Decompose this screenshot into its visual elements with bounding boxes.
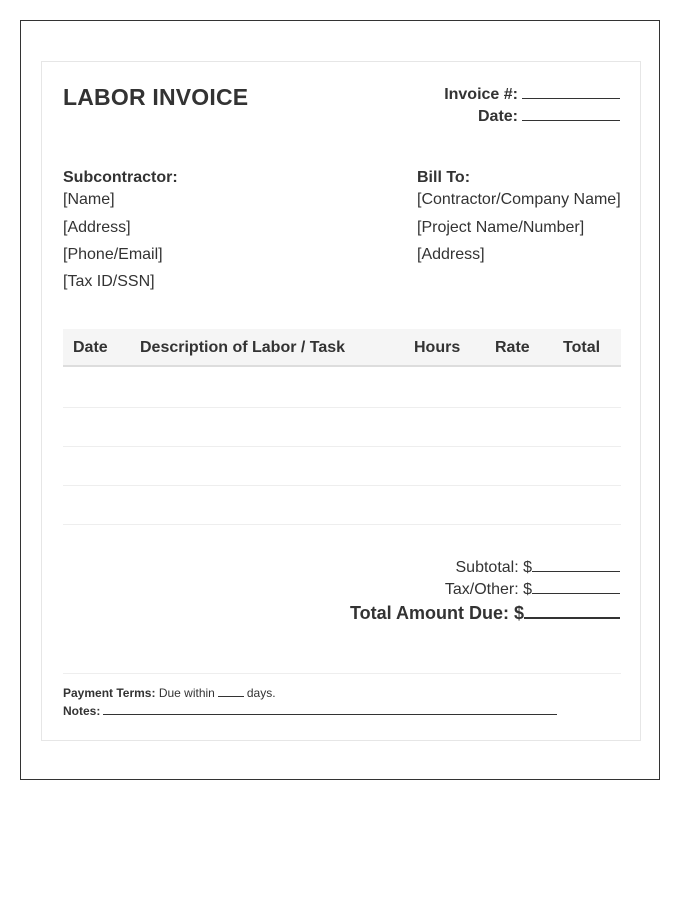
invoice-page — [20, 20, 660, 780]
column-header-rate: Rate — [495, 339, 530, 356]
notes-field[interactable] — [103, 703, 557, 715]
bill-to-company: [Contractor/Company Name] — [417, 191, 621, 208]
table-row[interactable] — [63, 485, 621, 486]
tax-line — [445, 579, 620, 599]
subtotal-label: Subtotal: $ — [455, 559, 532, 576]
invoice-date-label: Date: — [477, 108, 518, 125]
column-header-date: Date — [73, 339, 108, 356]
footer-divider — [63, 673, 621, 674]
column-header-description: Description of Labor / Task — [140, 339, 346, 356]
subcontractor-name: [Name] — [63, 191, 115, 208]
table-row[interactable] — [63, 446, 621, 447]
total-due-line — [350, 602, 620, 624]
invoice-title: LABOR INVOICE — [63, 84, 249, 110]
subtotal-field[interactable] — [532, 557, 620, 572]
total-due-label: Total Amount Due: $ — [350, 603, 524, 623]
invoice-number-field[interactable] — [522, 84, 620, 99]
table-row[interactable] — [63, 524, 621, 525]
invoice-number-label: Invoice #: — [444, 86, 518, 103]
subcontractor-address: [Address] — [63, 219, 131, 236]
invoice-number-line — [444, 84, 620, 104]
notes-line — [63, 703, 557, 718]
notes-label: Notes: — [63, 704, 101, 718]
table-row[interactable] — [63, 407, 621, 408]
invoice-card — [41, 61, 641, 741]
payment-terms — [63, 686, 276, 700]
payment-terms-prefix: Due within — [158, 686, 215, 700]
tax-field[interactable] — [532, 579, 620, 594]
subcontractor-tax-id: [Tax ID/SSN] — [63, 273, 155, 290]
subcontractor-heading: Subcontractor: — [63, 169, 178, 186]
bill-to-address: [Address] — [417, 246, 485, 263]
payment-terms-suffix: days. — [246, 686, 276, 700]
payment-days-field[interactable] — [218, 686, 244, 697]
tax-label: Tax/Other: $ — [444, 581, 532, 598]
labor-table-header — [63, 329, 621, 367]
column-header-hours: Hours — [414, 339, 461, 356]
invoice-date-field[interactable] — [522, 106, 620, 121]
subcontractor-contact: [Phone/Email] — [63, 246, 163, 263]
invoice-date-line — [478, 106, 620, 126]
column-header-total: Total — [563, 339, 601, 356]
payment-terms-label: Payment Terms: — [63, 686, 156, 700]
bill-to-project: [Project Name/Number] — [417, 219, 585, 236]
bill-to-heading: Bill To: — [417, 169, 471, 186]
subtotal-line — [456, 557, 621, 577]
total-due-field[interactable] — [524, 602, 620, 619]
